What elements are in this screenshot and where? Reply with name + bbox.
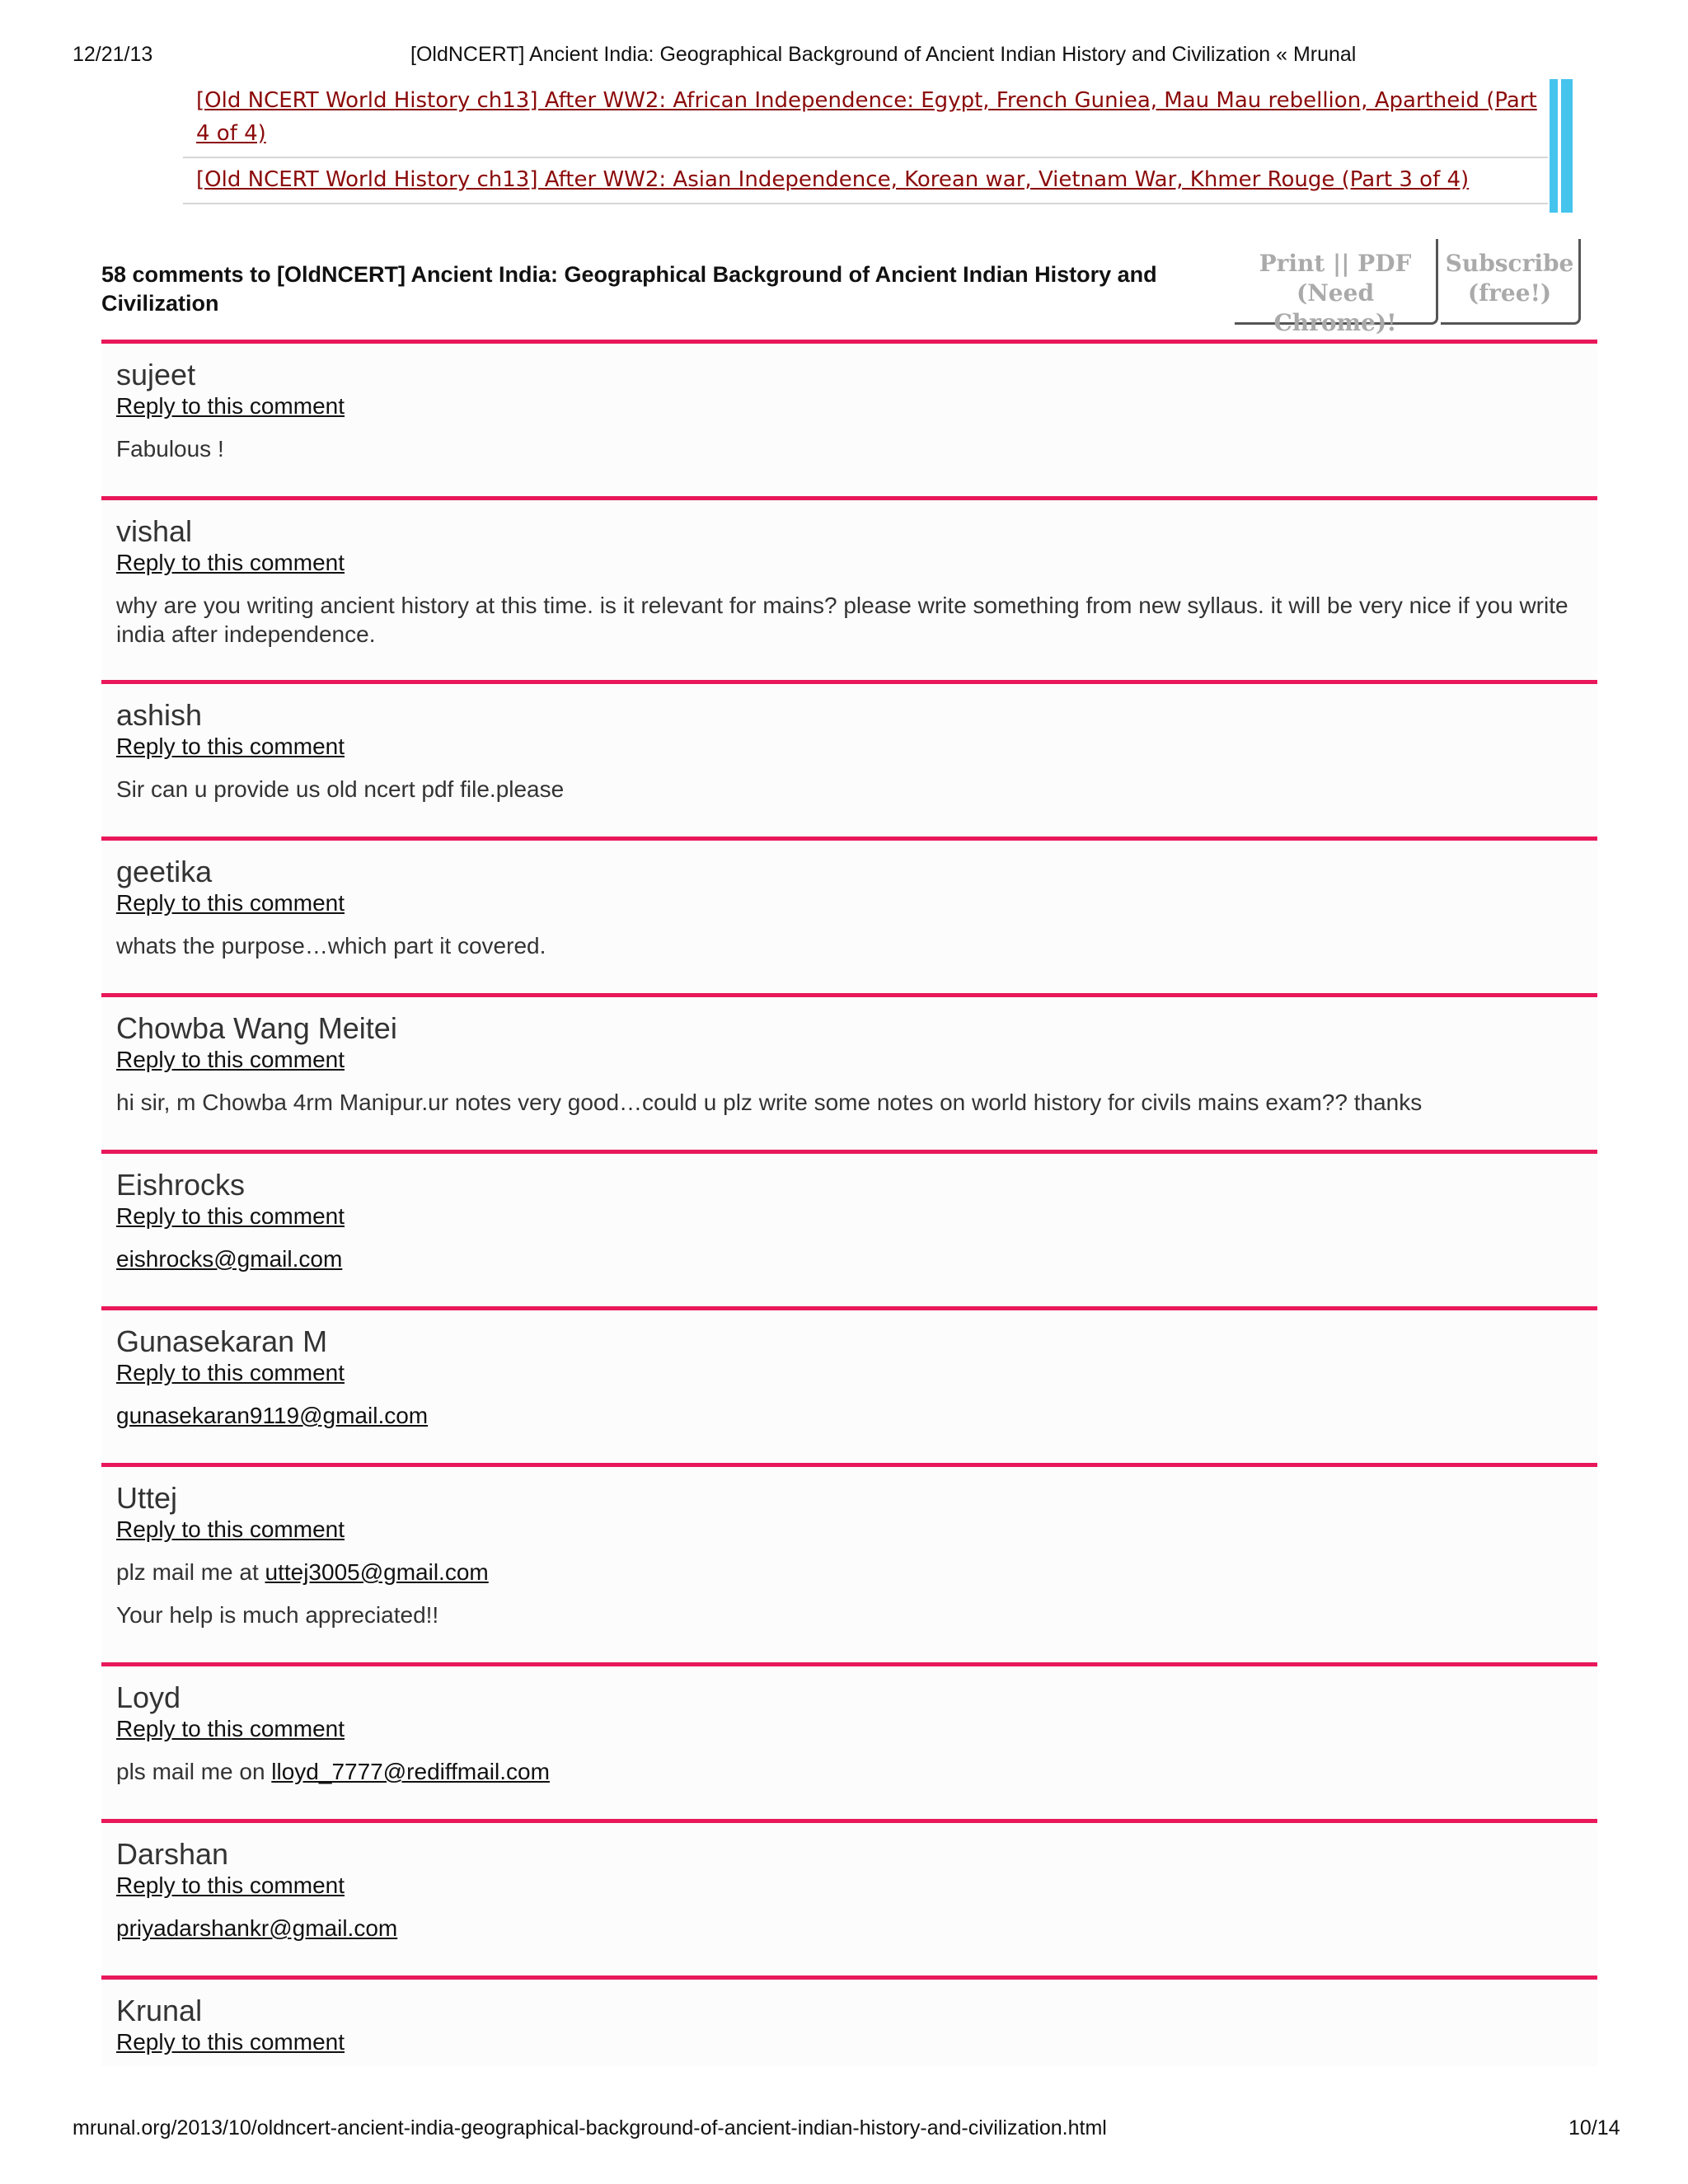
print-page-title: [OldNCERT] Ancient India: Geographical Background of Ancient Indian History and Civilization « Mrunal: [410, 43, 1357, 66]
email-link[interactable]: eishrocks@gmail.com: [116, 1246, 343, 1272]
comment-text: Fabulous !: [116, 436, 224, 462]
comment-author: Loyd: [116, 1680, 181, 1714]
comment-body: [116, 1914, 1582, 1943]
comment-author: Eishrocks: [116, 1168, 246, 1202]
comment: [101, 1150, 1597, 1306]
comment-author: ashish: [116, 698, 203, 732]
comment-body: [116, 591, 1582, 649]
comment-paragraph: [116, 1244, 1582, 1273]
reply-to-comment-link[interactable]: Reply to this comment: [116, 550, 345, 575]
comment: [101, 340, 1597, 496]
subscribe-note: (free!): [1467, 279, 1552, 307]
related-post-item: [183, 79, 1548, 158]
comment: [101, 837, 1597, 993]
print-pdf-note: (Need Chrome)!: [1273, 279, 1397, 336]
print-footer: [73, 2116, 1639, 2146]
subscribe-label: Subscribe: [1445, 250, 1574, 277]
email-link[interactable]: lloyd_7777@rediffmail.com: [271, 1759, 550, 1784]
related-post-item: [183, 158, 1548, 204]
comment-paragraph: [116, 1088, 1582, 1117]
comment-body: [116, 1757, 1582, 1786]
comment-paragraph: [116, 931, 1582, 960]
email-link[interactable]: gunasekaran9119@gmail.com: [116, 1403, 429, 1428]
comment: [101, 1662, 1597, 1819]
print-date: 12/21/13: [73, 43, 153, 66]
email-link[interactable]: uttej3005@gmail.com: [265, 1559, 489, 1585]
comment-text: Sir can u provide us old ncert pdf file.please: [116, 776, 565, 802]
reply-to-comment-link[interactable]: Reply to this comment: [116, 2029, 345, 2055]
print-pdf-label: Print || PDF: [1259, 250, 1412, 277]
reply-to-comment-link[interactable]: Reply to this comment: [116, 1716, 345, 1741]
reply-to-comment-link[interactable]: Reply to this comment: [116, 890, 345, 916]
reply-to-comment-link[interactable]: Reply to this comment: [116, 1872, 345, 1898]
comment: [101, 993, 1597, 1150]
comment: [101, 680, 1597, 837]
reply-to-comment-link[interactable]: Reply to this comment: [116, 393, 345, 419]
comment-paragraph: [116, 1601, 1582, 1629]
comment: [101, 1306, 1597, 1463]
print-pdf-button[interactable]: [1235, 239, 1438, 336]
comment-body: [116, 1558, 1582, 1629]
comment-paragraph: [116, 1914, 1582, 1943]
comment-text: why are you writing ancient history at this time. is it relevant for mains? please write something from new syllaus. it will be very nice if you write india after independence.: [116, 593, 1568, 647]
comment-author: Chowba Wang Meitei: [116, 1011, 397, 1045]
comment-author: vishal: [116, 514, 193, 548]
comment-author: Gunasekaran M: [116, 1324, 328, 1358]
related-post-link[interactable]: [Old NCERT World History ch13] After WW2: Asian Independence, Korean war, Vietnam War, Khmer Rouge (Part 3 of 4): [196, 167, 1470, 192]
comment-body: [116, 1244, 1582, 1273]
reply-to-comment-link[interactable]: Reply to this comment: [116, 1360, 345, 1385]
comment-text: pls mail me on: [116, 1759, 272, 1784]
comment-paragraph: [116, 1757, 1582, 1786]
comment-text: hi sir, m Chowba 4rm Manipur.ur notes very good…could u plz write some notes on world history for civils mains exam?? thanks: [116, 1090, 1423, 1115]
comment: [101, 1463, 1597, 1662]
print-page-url: mrunal.org/2013/10/oldncert-ancient-india-geographical-background-of-ancient-indian-history-and-civilization.html: [73, 2116, 1107, 2139]
comment-author: geetika: [116, 855, 213, 888]
comment: [101, 1819, 1597, 1975]
comment-list: [101, 340, 1597, 2066]
comment-body: [116, 434, 1582, 463]
comment-body: [116, 1401, 1582, 1430]
comment: [101, 496, 1597, 680]
reply-to-comment-link[interactable]: Reply to this comment: [116, 1047, 345, 1072]
email-link[interactable]: priyadarshankr@gmail.com: [116, 1915, 398, 1941]
comment-author: Darshan: [116, 1837, 229, 1871]
reply-to-comment-link[interactable]: Reply to this comment: [116, 733, 345, 759]
comment-paragraph: [116, 1558, 1582, 1586]
comment-body: [116, 931, 1582, 960]
related-posts-list: [183, 79, 1548, 204]
comment-text: Your help is much appreciated!!: [116, 1602, 439, 1628]
comment-paragraph: [116, 1401, 1582, 1430]
comment-paragraph: [116, 434, 1582, 463]
reply-to-comment-link[interactable]: Reply to this comment: [116, 1203, 345, 1229]
comment-body: [116, 1088, 1582, 1117]
comment-author: Krunal: [116, 1994, 203, 2027]
related-post-link[interactable]: [Old NCERT World History ch13] After WW2: African Independence: Egypt, French Guniea, Mau Mau rebellion, Apartheid (Part 4 of 4): [196, 88, 1537, 146]
comment-text: plz mail me at: [116, 1559, 265, 1585]
comment-author: sujeet: [116, 358, 196, 391]
subscribe-button[interactable]: [1441, 239, 1581, 325]
comment-body: [116, 775, 1582, 804]
scrollbar[interactable]: [1550, 79, 1573, 213]
comment-author: Uttej: [116, 1481, 178, 1515]
comment-paragraph: [116, 591, 1582, 649]
comment: [101, 1975, 1597, 2066]
print-header: [73, 43, 1639, 73]
comment-text: whats the purpose…which part it covered.: [116, 933, 546, 958]
print-page-number: 10/14: [1568, 2116, 1620, 2139]
reply-to-comment-link[interactable]: Reply to this comment: [116, 1516, 345, 1542]
comments-heading: 58 comments to [OldNCERT] Ancient India: Geographical Background of Ancient Indian History and Civilization: [101, 262, 1157, 316]
comment-paragraph: [116, 775, 1582, 804]
